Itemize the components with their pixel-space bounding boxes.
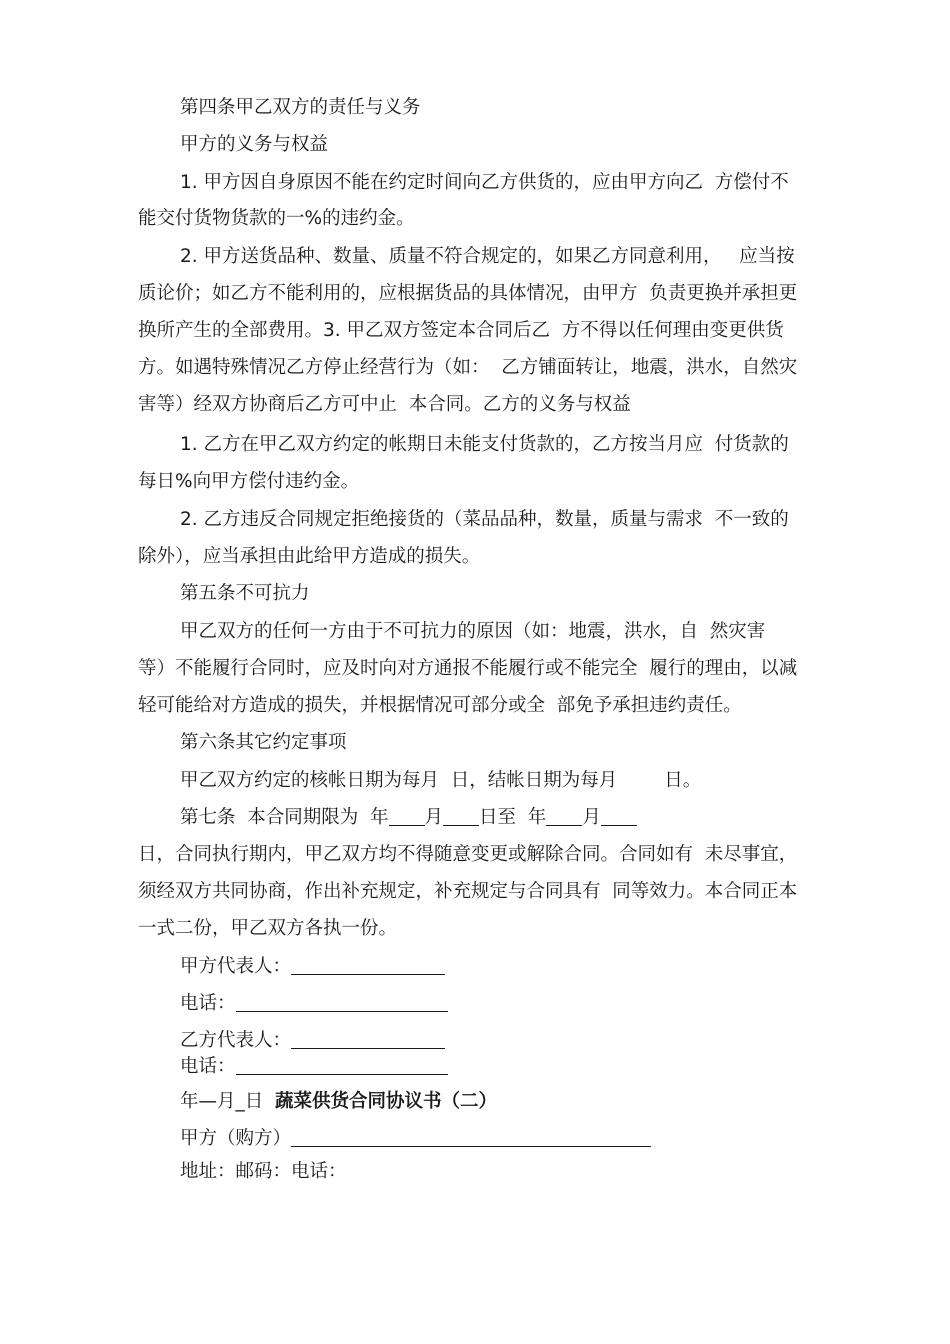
month-label: 月 (424, 807, 444, 828)
clause-a2-line-2: 质论价；如乙方不能利用的，应根据货品的具体情况，由甲方 负责更换并承担更 (138, 283, 798, 304)
blank-end-day (601, 807, 637, 826)
force-majeure-line-1: 甲乙双方的任何一方由于不可抗力的原因（如：地震，洪水，自 然灾害 (180, 621, 766, 642)
party-b-rep-label: 乙方代表人： (180, 1030, 292, 1051)
clause-a2-line-3: 换所产生的全部费用。3. 甲乙双方签定本合同后乙 方不得以任何理由变更供货 (138, 320, 784, 341)
party-a-phone-line (180, 992, 870, 1016)
party-b-rep-blank (291, 1030, 445, 1049)
party-a-rep-label: 甲方代表人： (180, 956, 292, 977)
clause-b2-line-1: 2. 乙方违反合同规定拒绝接货的（菜品品种，数量，质量与需求 不一致的 (180, 509, 789, 530)
article-7-line-3: 须经双方共同协商，作出补充规定，补充规定与合同具有 同等效力。本合同正本 (138, 881, 798, 902)
settlement-dates-line: 甲乙双方约定的核帐日期为每月 日，结帐日期为每月 日。 (180, 770, 702, 791)
clause-a2-line-4: 方。如遇特殊情况乙方停止经营行为（如： 乙方铺面转让，地震，洪水，自然灾 (138, 357, 798, 378)
force-majeure-line-3: 轻可能给对方造成的损失，并根据情况可部分或全 部免予承担违约责任。 (138, 695, 742, 716)
clause-a1-line-1: 1. 甲方因自身原因不能在约定时间向乙方供货的，应由甲方向乙 方偿付不 (180, 172, 789, 193)
article-5-title: 第五条不可抗力 (180, 583, 310, 604)
blank-start-day (443, 807, 479, 826)
party-b-rep-line (180, 1029, 870, 1053)
clause-b1-line-1: 1. 乙方在甲乙双方约定的帐期日未能支付货款的，乙方按当月应 付货款的 (180, 434, 789, 455)
clause-a2-line-5: 害等）经双方协商后乙方可中止 本合同。乙方的义务与权益 (138, 394, 631, 415)
article-7-term-text: 第七条 本合同期限为 年 (180, 807, 389, 828)
blank-start-month (389, 807, 425, 826)
address-line: 地址：邮码：电话： (180, 1161, 347, 1182)
buyer-line (180, 1127, 870, 1151)
clause-b1-line-2: 每日%向甲方偿付违约金。 (138, 471, 360, 492)
article-6-title: 第六条其它约定事项 (180, 732, 347, 753)
article-4-title: 第四条甲乙双方的责任与义务 (180, 97, 421, 118)
party-a-phone-label: 电话： (180, 993, 236, 1014)
blank-end-month (546, 807, 582, 826)
clause-b2-line-2: 除外），应当承担由此给甲方造成的损失。 (138, 546, 481, 567)
party-b-phone-blank (236, 1056, 448, 1075)
article-7-line-2: 日，合同执行期内，甲乙双方均不得随意变更或解除合同。合同如有 未尽事宜， (138, 844, 798, 865)
day-to-year-label: 日至 年 (479, 807, 547, 828)
buyer-blank (291, 1128, 651, 1147)
party-b-phone-line (180, 1055, 870, 1079)
party-a-duties-title: 甲方的义务与权益 (180, 134, 329, 155)
party-b-phone-label: 电话： (180, 1056, 236, 1077)
signing-date: 年—月_日 (180, 1091, 276, 1112)
month-label: 月 (582, 807, 601, 828)
article-7-line-4: 一式二份，甲乙双方各执一份。 (138, 918, 398, 939)
party-a-rep-blank (291, 956, 445, 975)
party-a-phone-blank (236, 993, 448, 1012)
contract-2-title: 蔬菜供货合同协议书（二） (275, 1091, 498, 1112)
article-7-term-line (180, 806, 870, 830)
party-a-rep-line (180, 955, 870, 979)
force-majeure-line-2: 等）不能履行合同时，应及时向对方通报不能履行或不能完全 履行的理由，以减 (138, 658, 798, 679)
clause-a1-line-2: 能交付货物货款的一%的违约金。 (138, 208, 415, 229)
date-and-title-line (180, 1090, 870, 1114)
buyer-label: 甲方（购方） (180, 1128, 292, 1149)
clause-a2-line-1: 2. 甲方送货品种、数量、质量不符合规定的，如果乙方同意利用， 应当按 (180, 246, 795, 267)
